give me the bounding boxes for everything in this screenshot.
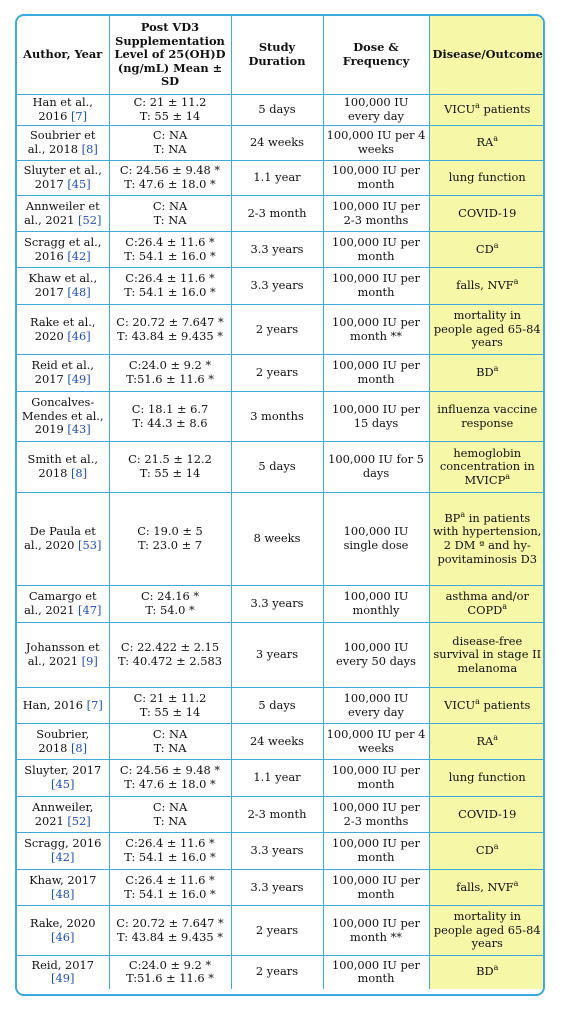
dose-cell: 100,000 IU per month: [323, 870, 429, 906]
dose-cell: 100,000 IU per month: [323, 232, 429, 268]
outcome-text: COVID-19: [458, 806, 517, 821]
dose-cell: 100,000 IU per month: [323, 833, 429, 870]
control-value: C: NA: [152, 799, 188, 814]
treatment-value: T: 54.1 ± 16.0 *: [124, 285, 216, 299]
control-value: C: NA: [152, 726, 188, 741]
author-cell: [17, 232, 109, 268]
reference-link[interactable]: [8]: [70, 466, 88, 480]
footnote-marker: a: [493, 842, 499, 852]
reference-link[interactable]: [45]: [67, 177, 91, 191]
table-row: [17, 956, 545, 989]
outcome-text: BP: [444, 510, 461, 525]
treatment-value: T: NA: [153, 142, 187, 156]
treatment-value: T: 55 ± 14: [139, 466, 201, 480]
control-value: C: 20.72 ± 7.647 *: [116, 915, 224, 930]
author-text: Rake et al., 2020: [29, 314, 96, 343]
author-text: Sluyter et al., 2017: [23, 163, 102, 191]
outcome-text: lung function: [448, 170, 526, 185]
duration-cell: 3.3 years: [231, 268, 323, 305]
outcome-cell: [429, 688, 545, 724]
table-row: [17, 797, 545, 833]
control-value: C:26.4 ± 11.6 *: [125, 872, 215, 887]
treatment-value: T: 47.6 ± 18.0 *: [124, 177, 216, 191]
reference-link[interactable]: [8]: [70, 740, 88, 755]
duration-cell: 3.3 years: [231, 232, 323, 268]
author-cell: [17, 442, 109, 493]
level-cell: [109, 797, 231, 833]
table-row: [17, 161, 545, 196]
outcome-cell: [429, 623, 545, 688]
treatment-value: T: NA: [153, 740, 187, 755]
footnote-marker: a: [513, 878, 519, 888]
duration-cell: 2 years: [231, 956, 323, 989]
author-cell: [17, 161, 109, 196]
header-outcome: Disease/Outcome: [429, 16, 545, 95]
author-cell: [17, 688, 109, 724]
author-text: Soubrier, 2018: [36, 726, 90, 755]
footnote-marker: a: [505, 472, 511, 481]
dose-cell: 100,000 IU every day: [323, 688, 429, 724]
outcome-cell: [429, 305, 545, 355]
outcome-text: mortality in people aged 65-84 years: [433, 909, 541, 951]
treatment-value: T: 43.84 ± 9.435 *: [117, 328, 223, 343]
header-duration: Study Duration: [231, 16, 323, 95]
control-value: C:26.4 ± 11.6 *: [125, 234, 215, 249]
dose-cell: 100,000 IU per 2-3 months: [323, 196, 429, 232]
dose-cell: 100,000 IU every 50 days: [323, 623, 429, 688]
outcome-tail: in patients with hypertension, 2 DM ª and hy-povitaminosis D3: [433, 510, 542, 566]
outcome-text: falls, NVF: [456, 879, 514, 894]
header-level: Post VD3 Supplementation Level of 25(OH)D (ng/mL) Mean ± SD: [109, 16, 231, 95]
level-cell: [109, 126, 231, 161]
control-value: C: NA: [152, 198, 188, 213]
reference-link[interactable]: [43]: [67, 422, 91, 437]
control-value: C: 19.0 ± 5: [137, 524, 203, 539]
footnote-marker: a: [493, 240, 499, 250]
author-cell: [17, 586, 109, 623]
duration-cell: 2-3 month: [231, 797, 323, 833]
duration-cell: 3.3 years: [231, 586, 323, 623]
table-row: [17, 126, 545, 161]
author-cell: [17, 833, 109, 870]
footnote-marker: a: [513, 277, 519, 287]
outcome-text: influenza vaccine response: [437, 401, 538, 430]
duration-cell: 3 months: [231, 392, 323, 442]
outcome-cell: [429, 870, 545, 906]
table-row: [17, 355, 545, 392]
header-dose: Dose & Frequency: [323, 16, 429, 95]
footnote-marker: a: [493, 364, 499, 374]
outcome-cell: [429, 196, 545, 232]
duration-cell: 5 days: [231, 442, 323, 493]
table-row: [17, 833, 545, 870]
table-row: [17, 268, 545, 305]
author-text: Scragg et al., 2016: [24, 234, 102, 263]
outcome-text: VICU: [444, 102, 476, 117]
level-cell: [109, 305, 231, 355]
table-row: [17, 760, 545, 797]
dose-cell: 100,000 IU per month **: [323, 906, 429, 956]
outcome-tail: patients: [479, 102, 531, 117]
outcome-cell: [429, 586, 545, 623]
control-value: C: 22.422 ± 2.15: [120, 640, 220, 655]
duration-cell: 1.1 year: [231, 760, 323, 797]
reference-link[interactable]: [42]: [51, 850, 75, 864]
author-cell: [17, 126, 109, 161]
dose-cell: 100,000 IU per month: [323, 956, 429, 989]
reference-link[interactable]: [48]: [67, 285, 91, 299]
outcome-text: CD: [475, 241, 494, 256]
author-cell: [17, 797, 109, 833]
author-text: Reid, 2017: [31, 957, 94, 972]
outcome-text: VICU: [444, 697, 476, 712]
dose-cell: 100,000 IU per 15 days: [323, 392, 429, 442]
level-cell: [109, 870, 231, 906]
outcome-text: falls, NVF: [456, 278, 514, 293]
outcome-text: COVID-19: [458, 205, 517, 220]
author-text: Rake, 2020: [29, 915, 96, 930]
author-cell: [17, 196, 109, 232]
author-cell: [17, 493, 109, 586]
dose-cell: 100,000 IU per month: [323, 161, 429, 196]
author-cell: [17, 724, 109, 760]
level-cell: [109, 760, 231, 797]
author-text: Johansson et al., 2021: [25, 640, 100, 668]
table-row: [17, 305, 545, 355]
level-cell: [109, 906, 231, 956]
dose-cell: 100,000 IU for 5 days: [323, 442, 429, 493]
author-cell: [17, 906, 109, 956]
footnote-marker: a: [493, 732, 499, 742]
author-text: Goncalves-Mendes et al., 2019: [21, 395, 104, 437]
duration-cell: 3.3 years: [231, 870, 323, 906]
dose-cell: 100,000 IU per 4 weeks: [323, 724, 429, 760]
table-row: [17, 623, 545, 688]
table-row: [17, 232, 545, 268]
outcome-cell: [429, 956, 545, 989]
dose-cell: 100,000 IU every day: [323, 95, 429, 126]
outcome-cell: [429, 760, 545, 797]
table-body: [17, 95, 545, 989]
table-row: [17, 196, 545, 232]
level-cell: [109, 688, 231, 724]
level-cell: [109, 586, 231, 623]
outcome-cell: [429, 797, 545, 833]
outcome-cell: [429, 268, 545, 305]
dose-cell: 100,000 IU per month: [323, 760, 429, 797]
table-row: [17, 586, 545, 623]
header-author: Author, Year: [17, 16, 109, 95]
control-value: C: 20.72 ± 7.647 *: [116, 314, 224, 329]
reference-link[interactable]: [49]: [51, 971, 75, 986]
control-value: C: 24.56 ± 9.48 *: [119, 763, 221, 778]
table-frame: [15, 14, 545, 996]
author-text: Han et al., 2016: [32, 95, 93, 123]
control-value: C: NA: [152, 128, 188, 143]
duration-cell: 3.3 years: [231, 833, 323, 870]
duration-cell: 5 days: [231, 95, 323, 126]
level-cell: [109, 493, 231, 586]
duration-cell: 2 years: [231, 355, 323, 392]
reference-link[interactable]: [47]: [78, 603, 102, 617]
level-cell: [109, 392, 231, 442]
level-cell: [109, 161, 231, 196]
outcome-text: hemoglobin concentration in MVICP: [439, 445, 535, 487]
outcome-text: lung function: [448, 770, 526, 785]
duration-cell: 3 years: [231, 623, 323, 688]
treatment-value: T: 54.1 ± 16.0 *: [124, 886, 216, 901]
dose-cell: 100,000 IU single dose: [323, 493, 429, 586]
outcome-text: BD: [476, 365, 494, 380]
control-value: C: 24.56 ± 9.48 *: [119, 163, 221, 178]
reference-link[interactable]: [45]: [51, 777, 75, 791]
outcome-cell: [429, 95, 545, 126]
outcome-cell: [429, 232, 545, 268]
author-text: Scragg, 2016: [24, 836, 102, 851]
treatment-value: T: 54.1 ± 16.0 *: [124, 248, 216, 263]
author-cell: [17, 392, 109, 442]
outcome-text: asthma and/or COPD: [445, 589, 529, 617]
dose-cell: 100,000 IU monthly: [323, 586, 429, 623]
author-text: Han, 2016: [22, 697, 84, 712]
footnote-marker: a: [502, 602, 508, 612]
author-cell: [17, 305, 109, 355]
table-row: [17, 442, 545, 493]
outcome-text: mortality in people aged 65-84 years: [433, 308, 541, 350]
footnote-marker: a: [493, 963, 499, 973]
outcome-cell: [429, 161, 545, 196]
outcome-cell: [429, 493, 545, 586]
table-row: [17, 870, 545, 906]
reference-link[interactable]: [48]: [51, 886, 75, 901]
dose-cell: 100,000 IU per 4 weeks: [323, 126, 429, 161]
author-text: De Paula et al., 2020: [24, 524, 96, 552]
author-cell: [17, 956, 109, 989]
treatment-value: T: 40.472 ± 2.583: [118, 654, 222, 668]
treatment-value: T: 23.0 ± 7: [137, 538, 203, 552]
author-text: Annweiler et al., 2021: [24, 198, 100, 227]
reference-link[interactable]: [7]: [70, 109, 88, 123]
author-text: Khaw, 2017: [29, 872, 97, 887]
control-value: C:24.0 ± 9.2 *: [128, 358, 212, 373]
results-table: [17, 16, 545, 989]
treatment-value: T: 54.1 ± 16.0 *: [124, 850, 216, 864]
level-cell: [109, 355, 231, 392]
author-text: Sluyter, 2017: [24, 763, 102, 778]
author-cell: [17, 623, 109, 688]
author-cell: [17, 870, 109, 906]
outcome-cell: [429, 724, 545, 760]
header-row: [17, 16, 545, 95]
treatment-value: T: 47.6 ± 18.0 *: [124, 777, 216, 791]
outcome-text: RA: [476, 135, 494, 150]
control-value: C: 21.5 ± 12.2: [128, 452, 212, 467]
duration-cell: 24 weeks: [231, 126, 323, 161]
footnote-marker: a: [475, 696, 480, 706]
outcome-cell: [429, 126, 545, 161]
control-value: C: 24.16 *: [140, 589, 200, 604]
treatment-value: T: 54.0 *: [145, 603, 195, 617]
treatment-value: T: 44.3 ± 8.6: [132, 415, 208, 430]
author-cell: [17, 268, 109, 305]
control-value: C:26.4 ± 11.6 *: [125, 271, 215, 286]
author-text: Smith et al., 2018: [27, 452, 98, 480]
control-value: C: 21 ± 11.2: [133, 95, 207, 110]
table-row: [17, 95, 545, 126]
table-row: [17, 392, 545, 442]
reference-link[interactable]: [53]: [78, 538, 102, 552]
outcome-cell: [429, 906, 545, 956]
outcome-tail: patients: [479, 697, 531, 712]
reference-link[interactable]: [49]: [67, 372, 91, 386]
author-cell: [17, 95, 109, 126]
level-cell: [109, 232, 231, 268]
duration-cell: 1.1 year: [231, 161, 323, 196]
treatment-value: T: NA: [153, 813, 187, 828]
table-row: [17, 906, 545, 956]
treatment-value: T:51.6 ± 11.6 *: [126, 971, 214, 986]
author-text: Annweiler, 2021: [32, 799, 94, 828]
control-value: C: 21 ± 11.2: [133, 690, 207, 705]
treatment-value: T:51.6 ± 11.6 *: [126, 372, 214, 386]
author-cell: [17, 760, 109, 797]
treatment-value: T: 55 ± 14: [139, 704, 201, 719]
level-cell: [109, 442, 231, 493]
author-text: Reid et al., 2017: [31, 358, 94, 386]
level-cell: [109, 724, 231, 760]
reference-link[interactable]: [52]: [78, 212, 102, 227]
footnote-marker: a: [475, 101, 480, 111]
reference-link[interactable]: [42]: [67, 248, 91, 263]
table-row: [17, 493, 545, 586]
outcome-text: disease-free survival in stage II melanoma: [433, 633, 542, 675]
reference-link[interactable]: [8]: [81, 142, 98, 156]
author-text: Khaw et al., 2017: [28, 271, 98, 299]
outcome-cell: [429, 833, 545, 870]
treatment-value: T: NA: [153, 212, 187, 227]
duration-cell: 24 weeks: [231, 724, 323, 760]
outcome-cell: [429, 392, 545, 442]
dose-cell: 100,000 IU per month **: [323, 305, 429, 355]
treatment-value: T: 43.84 ± 9.435 *: [117, 929, 223, 944]
outcome-cell: [429, 442, 545, 493]
dose-cell: 100,000 IU per 2-3 months: [323, 797, 429, 833]
control-value: C:26.4 ± 11.6 *: [125, 836, 215, 851]
dose-cell: 100,000 IU per month: [323, 355, 429, 392]
author-cell: [17, 355, 109, 392]
level-cell: [109, 623, 231, 688]
dose-cell: 100,000 IU per month: [323, 268, 429, 305]
table-row: [17, 724, 545, 760]
duration-cell: 2 years: [231, 906, 323, 956]
author-text: Soubrier et al., 2018: [27, 128, 96, 156]
reference-link[interactable]: [46]: [51, 929, 75, 944]
outcome-text: BD: [476, 964, 494, 979]
level-cell: [109, 956, 231, 989]
level-cell: [109, 196, 231, 232]
footnote-marker: a: [460, 510, 466, 520]
outcome-text: CD: [475, 843, 494, 858]
duration-cell: 2-3 month: [231, 196, 323, 232]
control-value: C:24.0 ± 9.2 *: [128, 957, 212, 972]
duration-cell: 2 years: [231, 305, 323, 355]
level-cell: [109, 268, 231, 305]
reference-link[interactable]: [46]: [67, 328, 91, 343]
level-cell: [109, 833, 231, 870]
outcome-cell: [429, 355, 545, 392]
control-value: C: 18.1 ± 6.7: [131, 401, 209, 416]
level-cell: [109, 95, 231, 126]
footnote-marker: a: [493, 134, 499, 144]
duration-cell: 5 days: [231, 688, 323, 724]
author-text: Camargo et al., 2021: [24, 589, 97, 617]
table-row: [17, 688, 545, 724]
reference-link[interactable]: [7]: [86, 697, 103, 712]
treatment-value: T: 55 ± 14: [139, 109, 201, 123]
reference-link[interactable]: [52]: [67, 813, 91, 828]
reference-link[interactable]: [9]: [81, 654, 98, 668]
outcome-text: RA: [476, 733, 494, 748]
duration-cell: 8 weeks: [231, 493, 323, 586]
